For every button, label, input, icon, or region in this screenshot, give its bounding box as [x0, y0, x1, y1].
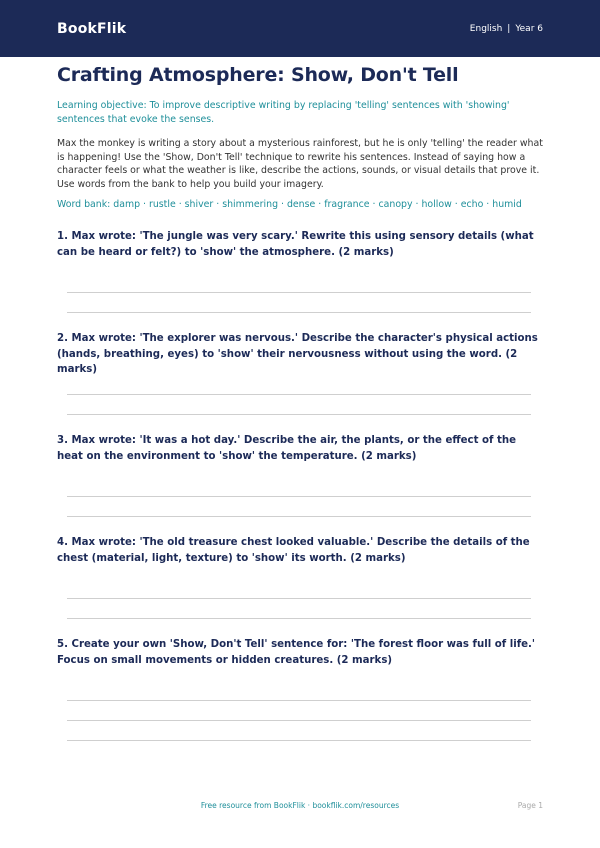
meta-separator: |	[507, 23, 511, 34]
page-header	[0, 0, 600, 57]
brand-logo: BookFlik	[57, 20, 127, 37]
answer-line[interactable]	[67, 394, 531, 395]
subject-label: English	[469, 23, 503, 34]
answer-line[interactable]	[67, 740, 531, 741]
answer-line[interactable]	[67, 516, 531, 517]
answer-line[interactable]	[67, 598, 531, 599]
answer-line[interactable]	[67, 292, 531, 293]
year-label: Year 6	[515, 23, 543, 34]
subject-year	[470, 24, 543, 34]
word-bank: Word bank: damp · rustle · shiver · shimmering · dense · fragrance · canopy · hollow · echo · humid	[57, 199, 522, 210]
answer-line[interactable]	[67, 700, 531, 701]
question-3: 3. Max wrote: 'It was a hot day.' Describe the air, the plants, or the effect of the heat on the environment to 'show' the temperature. (2 marks)	[57, 435, 517, 462]
page-title: Crafting Atmosphere: Show, Don't Tell	[57, 64, 459, 86]
question-4: 4. Max wrote: 'The old treasure chest looked valuable.' Describe the details of the chest (material, light, texture) to 'show' its worth. (2 marks)	[57, 537, 530, 564]
page-footer	[0, 801, 600, 815]
question-2: 2. Max wrote: 'The explorer was nervous.' Describe the character's physical actions (hands, breathing, eyes) to 'show' their nervousness without using the word. (2 marks)	[57, 333, 538, 375]
answer-line[interactable]	[67, 720, 531, 721]
intro-paragraph: Max the monkey is writing a story about a mysterious rainforest, but he is only 'telling' the reader what is happening! Use the 'Show, Don't Tell' technique to rewrite his sentences. Instead of saying how a character feels or what the weather is like, describe the actions, sounds, or visual details that prove it. Use words from the bank to help you build your imagery.	[57, 138, 543, 190]
question-1: 1. Max wrote: 'The jungle was very scary.' Rewrite this using sensory details (what can be heard or felt?) to 'show' the atmosphere. (2 marks)	[57, 231, 534, 258]
answer-line[interactable]	[67, 414, 531, 415]
page-number: Page 1	[517, 801, 543, 810]
answer-line[interactable]	[67, 496, 531, 497]
question-5: 5. Create your own 'Show, Don't Tell' sentence for: 'The forest floor was full of life.' Focus on small movements or hidden creatures. (2 marks)	[57, 639, 536, 666]
answer-line[interactable]	[67, 618, 531, 619]
learning-objective: Learning objective: To improve descriptive writing by replacing 'telling' sentences with 'showing' sentences that evoke the senses.	[57, 100, 510, 125]
answer-line[interactable]	[67, 312, 531, 313]
footer-credit[interactable]: Free resource from BookFlik · bookflik.com/resources	[200, 801, 400, 810]
